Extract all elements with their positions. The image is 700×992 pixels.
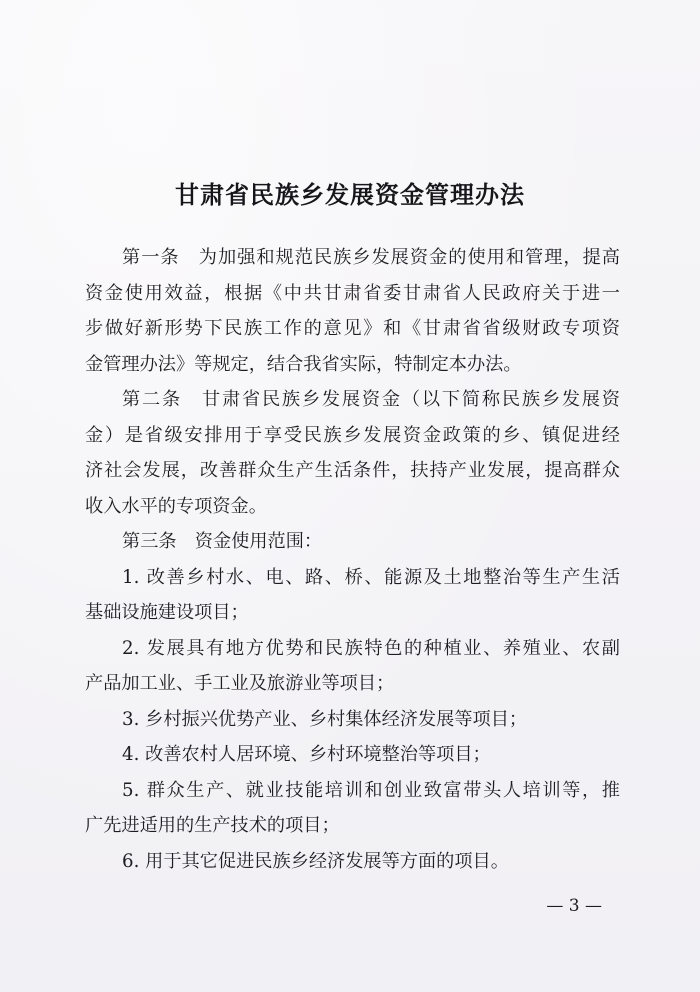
scope-item-5-line-1: 5. 群众生产、就业技能培训和创业致富带头人培训等，推 [122,779,620,801]
scope-item-3 [85,702,620,738]
article-2-line-4: 收入水平的专项资金。 [85,495,267,517]
article-2-line-1: 第二条 甘肃省民族乡发展资金（以下简称民族乡发展资 [122,389,620,410]
scope-item-2-line-2: 产品加工业、手工业及旅游业等项目； [85,673,395,694]
scope-item-6 [85,844,620,880]
article-3 [85,524,620,560]
article-1 [85,240,620,382]
scope-item-4 [85,737,620,773]
scope-item-1-line-1: 1. 改善乡村水、电、路、桥、能源及土地整治等生产生活 [122,566,620,588]
article-1-line-1: 第一条 为加强和规范民族乡发展资金的使用和管理，提高 [122,247,620,268]
article-2-line-2: 金）是省级安排用于享受民族乡发展资金政策的乡、镇促进经 [85,424,620,446]
article-2-line-3: 济社会发展，改善群众生产生活条件，扶持产业发展，提高群众 [85,460,620,481]
page-number: — 3 — [546,896,602,916]
scope-item-3-line-1: 3. 乡村振兴优势产业、乡村集体经济发展等项目； [122,708,528,730]
article-1-line-4: 金管理办法》等规定，结合我省实际，特制定本办法。 [85,353,522,375]
scope-item-2-line-1: 2. 发展具有地方优势和民族特色的种植业、养殖业、农副 [122,637,620,659]
document-body [85,240,620,879]
scope-item-1-line-2: 基础设施建设项目； [85,602,249,623]
scope-item-2 [85,631,620,702]
scope-item-5 [85,773,620,844]
article-1-line-2: 资金使用效益，根据《中共甘肃省委甘肃省人民政府关于进一 [85,282,620,304]
document-title: 甘肃省民族乡发展资金管理办法 [175,180,525,209]
scope-item-4-line-1: 4. 改善农村人居环境、乡村环境整治等项目； [122,744,491,765]
bleed-through-text [118,118,135,143]
scope-item-1 [85,560,620,631]
scope-item-6-line-1: 6. 用于其它促进民族乡经济发展等方面的项目。 [122,850,509,872]
scope-item-5-line-2: 广先进适用的生产技术的项目； [85,815,340,836]
article-3-line-1: 第三条 资金使用范围： [122,531,323,552]
article-2 [85,382,620,524]
article-1-line-3: 步做好新形势下民族工作的意见》和《甘肃省省级财政专项资 [85,318,620,339]
